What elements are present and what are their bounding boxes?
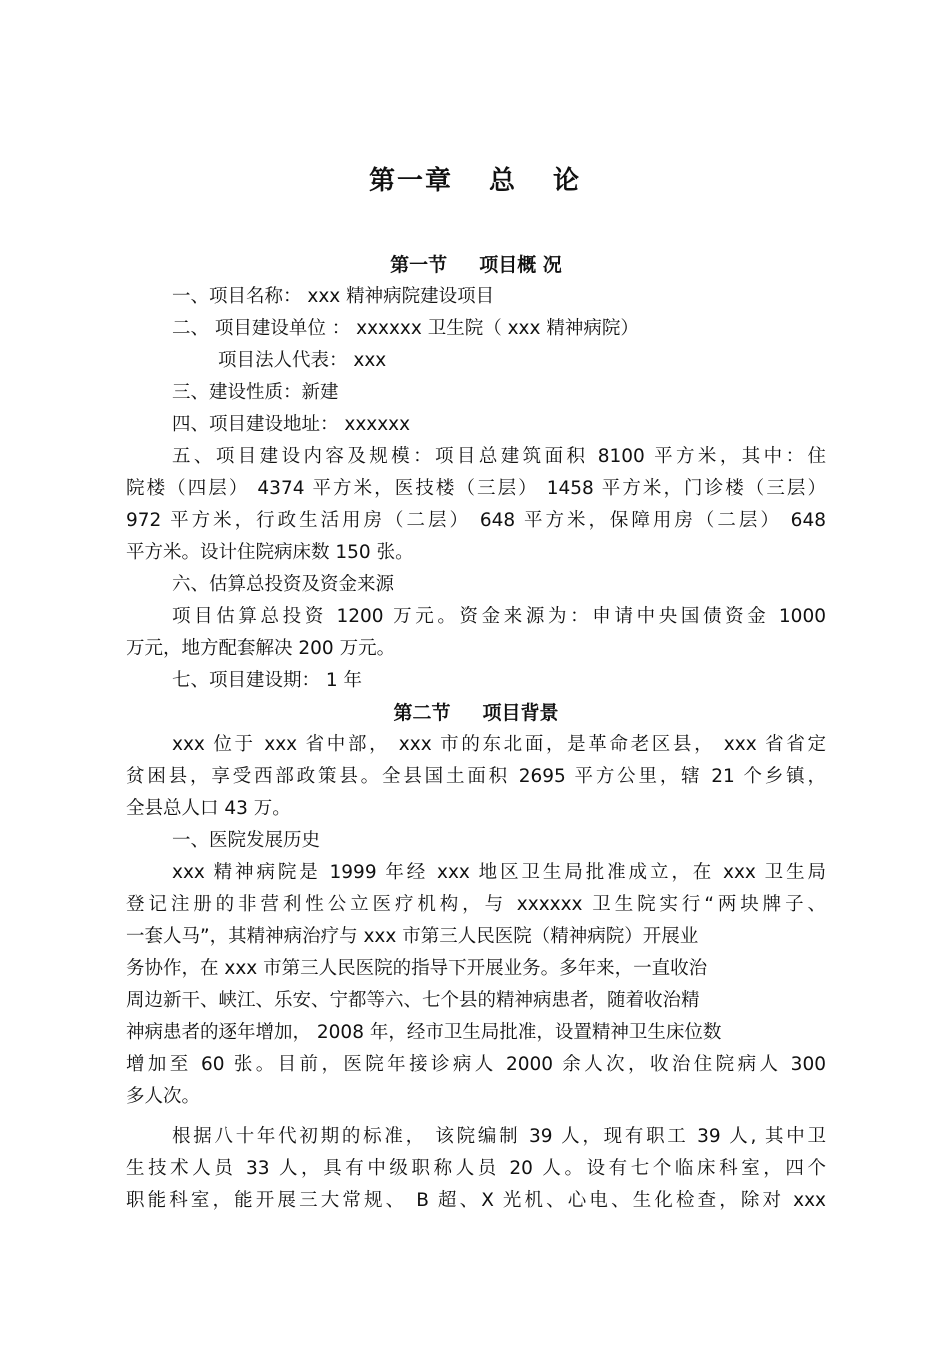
paragraph-line: xxx 精神病院是 1999 年经 xxx 地区卫生局批准成立，在 xxx 卫生局 <box>172 862 826 883</box>
item-investment-heading: 六、估算总投资及资金来源 <box>172 574 395 595</box>
document-body <box>126 249 826 1217</box>
item-nature: 三、建设性质：新建 <box>172 382 339 403</box>
paragraph-line: 项目估算总投资 1200 万元。资金来源为：申请中央国债资金 1000 <box>172 606 826 627</box>
paragraph-line: 周边新干、峡江、乐安、宁都等六、七个县的精神病患者，随着收治精 <box>126 990 700 1011</box>
item-construction-period: 七、项目建设期： 1 年 <box>172 670 363 691</box>
subheading-history: 一、医院发展历史 <box>172 830 321 851</box>
item-address: 四、项目建设地址： xxxxxx <box>172 414 411 435</box>
paragraph-line: 院楼（四层） 4374 平方米，医技楼（三层） 1458 平方米，门诊楼（三层） <box>126 478 826 499</box>
paragraph-line: 职能科室，能开展三大常规、 B 超、X 光机、心电、生化检查，除对 xxx <box>126 1190 826 1211</box>
section-heading: 项目概 况 <box>479 254 562 276</box>
paragraph-line: 登记注册的非营利性公立医疗机构，与 xxxxxx 卫生院实行“两块牌子、 <box>126 894 826 915</box>
paragraph-line: 根据八十年代初期的标准， 该院编制 39 人，现有职工 39 人, 其中卫 <box>172 1126 826 1147</box>
paragraph-line: xxx 位于 xxx 省中部， xxx 市的东北面，是革命老区县， xxx 省省定 <box>172 734 826 755</box>
chapter-word-1: 总 <box>488 166 517 196</box>
paragraph-line: 神病患者的逐年增加， 2008 年，经市卫生局批准，设置精神卫生床位数 <box>126 1022 722 1043</box>
chapter-number: 第一章 <box>368 166 453 196</box>
item-legal-rep: 项目法人代表： xxx <box>218 350 387 371</box>
paragraph-line: 务协作，在 xxx 市第三人民医院的指导下开展业务。多年来，一直收治 <box>126 958 708 979</box>
section-heading: 项目背景 <box>482 702 559 724</box>
paragraph-line: 贫困县，享受西部政策县。全县国土面积 2695 平方公里，辖 21 个乡镇， <box>126 766 826 787</box>
section-title-overview <box>126 249 826 281</box>
section-title-background <box>126 697 826 729</box>
paragraph-line: 平方米。设计住院病床数 150 张。 <box>126 542 414 563</box>
paragraph-line: 972 平方米，行政生活用房（二层） 648 平方米，保障用房（二层） 648 <box>126 510 826 531</box>
paragraph-line: 多人次。 <box>126 1086 201 1107</box>
paragraph-line: 五、项目建设内容及规模：项目总建筑面积 8100 平方米，其中：住 <box>172 446 826 467</box>
paragraph-line: 生技术人员 33 人，具有中级职称人员 20 人。设有七个临床科室，四个 <box>126 1158 826 1179</box>
chapter-word-2: 论 <box>553 166 582 196</box>
chapter-title <box>0 160 950 197</box>
paragraph-line: 万元，地方配套解决 200 万元。 <box>126 638 396 659</box>
paragraph-line: 增加至 60 张。目前，医院年接诊病人 2000 余人次，收治住院病人 300 <box>126 1054 826 1075</box>
paragraph-line: 全县总人口 43 万。 <box>126 798 291 819</box>
paragraph-line: 一套人马”，其精神病治疗与 xxx 市第三人民医院（精神病院）开展业 <box>126 926 699 947</box>
item-project-name: 一、项目名称： xxx 精神病院建设项目 <box>172 286 495 307</box>
section-number: 第一节 <box>390 254 448 276</box>
item-builder-unit: 二、 项目建设单位 ： xxxxxx 卫生院（ xxx 精神病院） <box>172 318 639 339</box>
section-number: 第二节 <box>393 702 451 724</box>
